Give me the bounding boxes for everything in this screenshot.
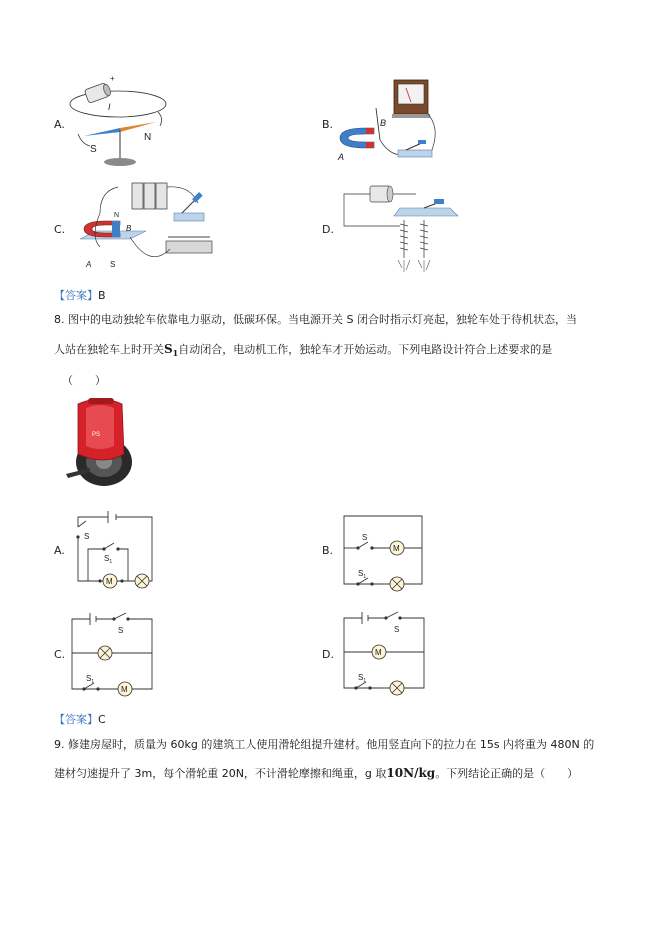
q8-a-s1-text <box>104 554 112 565</box>
q8-circuit-b <box>336 508 430 594</box>
q8-b-s-text: S <box>362 533 368 542</box>
q7-answer-value: B <box>98 289 106 302</box>
q7-a-current-text: I <box>108 102 111 112</box>
q8-c-s1-sub: 1 <box>91 679 95 685</box>
q7-option-c-label: C. <box>54 223 66 236</box>
q9-line-2-after: 。下列结论正确的是（ ） <box>435 767 579 780</box>
q8-a-s1-sub: 1 <box>109 559 113 565</box>
q7-answer <box>54 287 106 303</box>
q8-switch-symbol: S <box>164 342 173 356</box>
q7-a-plus-text: + <box>110 74 115 83</box>
q7-figure-d <box>340 180 460 276</box>
q8-b-s1-text <box>358 569 366 580</box>
q8-answer-tag: 【答案】 <box>54 713 98 726</box>
q7-option-a-label: A. <box>54 118 65 131</box>
q8-d-s1-text <box>358 673 366 684</box>
q8-b-s1-base: S <box>358 569 364 578</box>
q7-a-s-text: S <box>90 144 97 155</box>
q8-d-s1-sub: 1 <box>363 678 367 684</box>
q7-answer-tag: 【答案】 <box>54 289 98 302</box>
q7-c-b-text: B <box>126 224 132 233</box>
q8-c-s1-text <box>86 674 94 685</box>
q8-b-s1-sub: 1 <box>363 574 367 580</box>
q8-switch-subscript: 1 <box>172 348 179 359</box>
q9-line-1: 9. 修建房屋时，质量为 60kg 的建筑工人使用滑轮组提升建材。他用竖直向下的拉力在 15s 内将重为 480N 的 <box>54 738 595 751</box>
q8-d-s1-base: S <box>358 673 364 682</box>
q8-option-b-label: B. <box>322 544 334 557</box>
q7-figure-b <box>336 78 446 166</box>
q8-option-d-label: D. <box>322 648 334 661</box>
q7-figure-a <box>64 74 176 170</box>
q8-a-motor-text: M <box>106 577 113 586</box>
unicycle-brand-text: PS <box>92 432 101 438</box>
q8-d-s-text: S <box>394 625 400 634</box>
unicycle-image <box>64 392 136 492</box>
q7-a-n-text: N <box>144 132 152 143</box>
q8-answer-value: C <box>98 713 106 726</box>
q7-c-s-text: S <box>110 260 116 269</box>
q8-answer <box>54 711 106 727</box>
q8-circuit-d <box>336 604 430 696</box>
q7-option-d-label: D. <box>322 223 334 236</box>
q8-a-s-text: S <box>84 532 90 541</box>
q8-circuit-a <box>64 505 160 591</box>
q7-c-a-text: A <box>86 260 92 269</box>
q8-option-c-label: C. <box>54 648 66 661</box>
q7-b-b-text: B <box>380 118 387 128</box>
q8-b-motor-text: M <box>393 544 400 553</box>
q8-line-2-before: 人站在独轮车上时开关 <box>54 343 164 356</box>
q8-line-2 <box>54 343 552 360</box>
q8-line-1: 8. 图中的电动独轮车依靠电力驱动，低碳环保。当电源开关 S 闭合时指示灯亮起，独轮车处于待机状态，当 <box>54 313 577 326</box>
q9-g-value: 10N/kg <box>386 766 436 780</box>
q8-circuit-c <box>64 605 158 697</box>
q8-option-a-label: A. <box>54 544 65 557</box>
q7-option-b-label: B. <box>322 118 334 131</box>
q8-line-2-after: 自动闭合，电动机工作，独轮车才开始运动。下列电路设计符合上述要求的是 <box>178 343 553 356</box>
q8-c-motor-text: M <box>121 685 128 694</box>
q7-figure-c <box>70 177 218 273</box>
q8-c-s1-base: S <box>86 674 92 683</box>
q9-line-2 <box>54 767 578 780</box>
q8-line-3: （ ） <box>62 374 106 387</box>
q7-b-a-text: A <box>338 152 345 162</box>
q7-c-n-text: N <box>114 212 120 219</box>
q9-line-2-before: 建材匀速提升了 3m，每个滑轮重 20N，不计滑轮摩擦和绳重，g 取 <box>54 767 387 780</box>
q8-a-s1-base: S <box>104 554 110 563</box>
q8-c-s-text: S <box>118 626 124 635</box>
q8-d-motor-text: M <box>375 648 382 657</box>
